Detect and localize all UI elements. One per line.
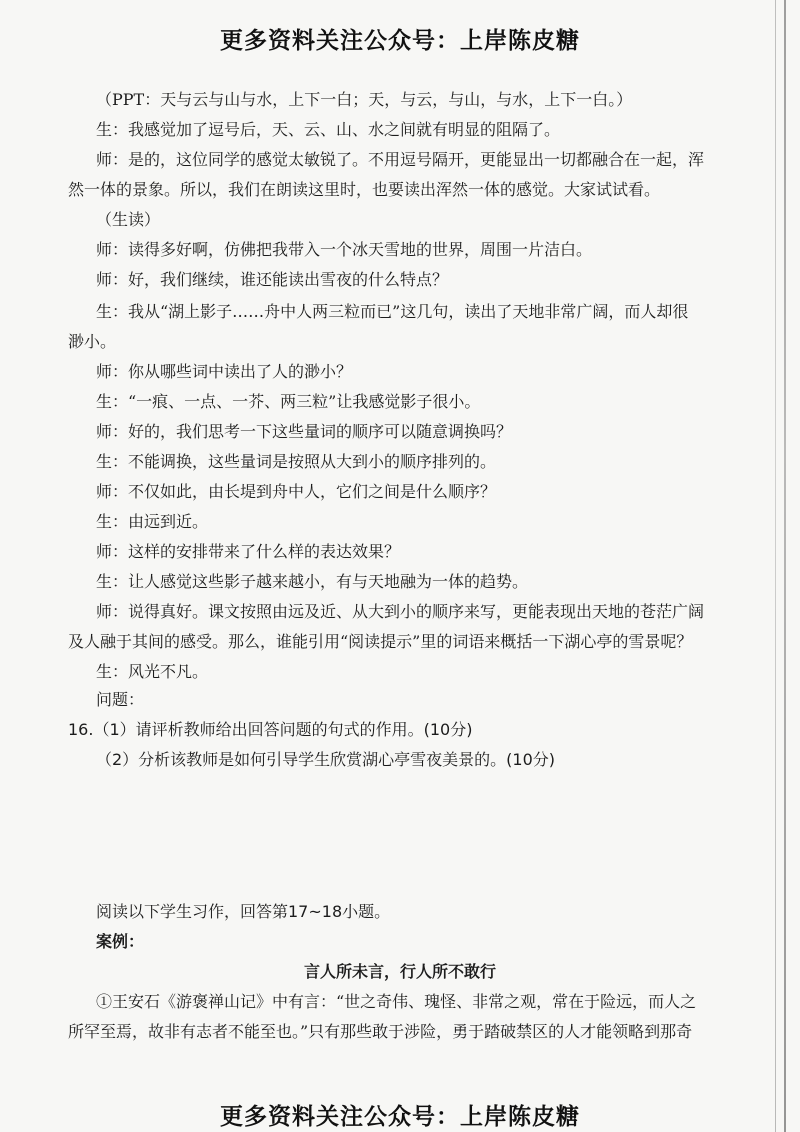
transcript-line: 师：说得真好。课文按照由远及近、从大到小的顺序来写，更能表现出天地的苍茫广阔 xyxy=(96,602,705,621)
transcript-line: （生读） xyxy=(96,210,161,229)
transcript-line: 生：风光不凡。 xyxy=(96,662,209,681)
transcript-line: 生：不能调换，这些量词是按照从大到小的顺序排列的。 xyxy=(96,452,497,471)
transcript-line: 生：“一痕、一点、一芥、两三粒”让我感觉影子很小。 xyxy=(96,392,481,411)
transcript-line: 师：读得多好啊，仿佛把我带入一个冰天雪地的世界，周围一片洁白。 xyxy=(96,240,593,259)
transcript-line: 师：这样的安排带来了什么样的表达效果？ xyxy=(96,542,401,561)
transcript-line: 师：不仅如此，由长堤到舟中人，它们之间是什么顺序？ xyxy=(96,482,497,501)
transcript-line: 生：我从“湖上影子……舟中人两三粒而已”这几句，读出了天地非常广阔，而人却很 xyxy=(96,302,689,321)
transcript-line: 师：好的，我们思考一下这些量词的顺序可以随意调换吗？ xyxy=(96,422,513,441)
ppt-note: （PPT：天与云与山与水，上下一白；天，与云，与山，与水，上下一白。） xyxy=(96,90,633,109)
question-16-1: 16.（1）请评析教师给出回答问题的句式的作用。(10分) xyxy=(68,720,473,739)
transcript-line: 师：是的，这位同学的感觉太敏锐了。不用逗号隔开，更能显出一切都融合在一起，浑 xyxy=(96,150,705,169)
footer-banner: 更多资料关注公众号：上岸陈皮糖 xyxy=(220,1104,580,1130)
transcript-line: 然一体的景象。所以，我们在朗读这里时，也要读出浑然一体的感觉。大家试试看。 xyxy=(68,180,661,199)
essay-paragraph: ①王安石《游褒禅山记》中有言：“世之奇伟、瑰怪、非常之观，常在于险远，而人之 xyxy=(96,992,697,1011)
transcript-line: 生：我感觉加了逗号后，天、云、山、水之间就有明显的阻隔了。 xyxy=(96,120,561,139)
transcript-line: 生：由远到近。 xyxy=(96,512,209,531)
essay-title: 言人所未言，行人所不敢行 xyxy=(303,962,496,981)
transcript-line: 及人融于其间的感受。那么，谁能引用“阅读提示”里的词语来概括一下湖心亭的雪景呢？ xyxy=(68,632,693,651)
transcript-line: 师：好，我们继续，谁还能读出雪夜的什么特点？ xyxy=(96,270,449,289)
question-16-2: （2）分析该教师是如何引导学生欣赏湖心亭雪夜美景的。(10分) xyxy=(96,750,556,769)
questions-label: 问题： xyxy=(96,690,145,709)
transcript-line: 渺小。 xyxy=(68,332,117,351)
header-banner: 更多资料关注公众号：上岸陈皮糖 xyxy=(220,28,580,54)
essay-paragraph: 所罕至焉，故非有志者不能至也。”只有那些敢于涉险，勇于踏破禁区的人才能领略到那奇 xyxy=(68,1022,693,1041)
transcript-line: 生：让人感觉这些影子越来越小，有与天地融为一体的趋势。 xyxy=(96,572,529,591)
transcript-line: 师：你从哪些词中读出了人的渺小？ xyxy=(96,362,353,381)
reading-intro: 阅读以下学生习作，回答第17~18小题。 xyxy=(96,902,391,921)
case-label: 案例： xyxy=(96,932,145,951)
